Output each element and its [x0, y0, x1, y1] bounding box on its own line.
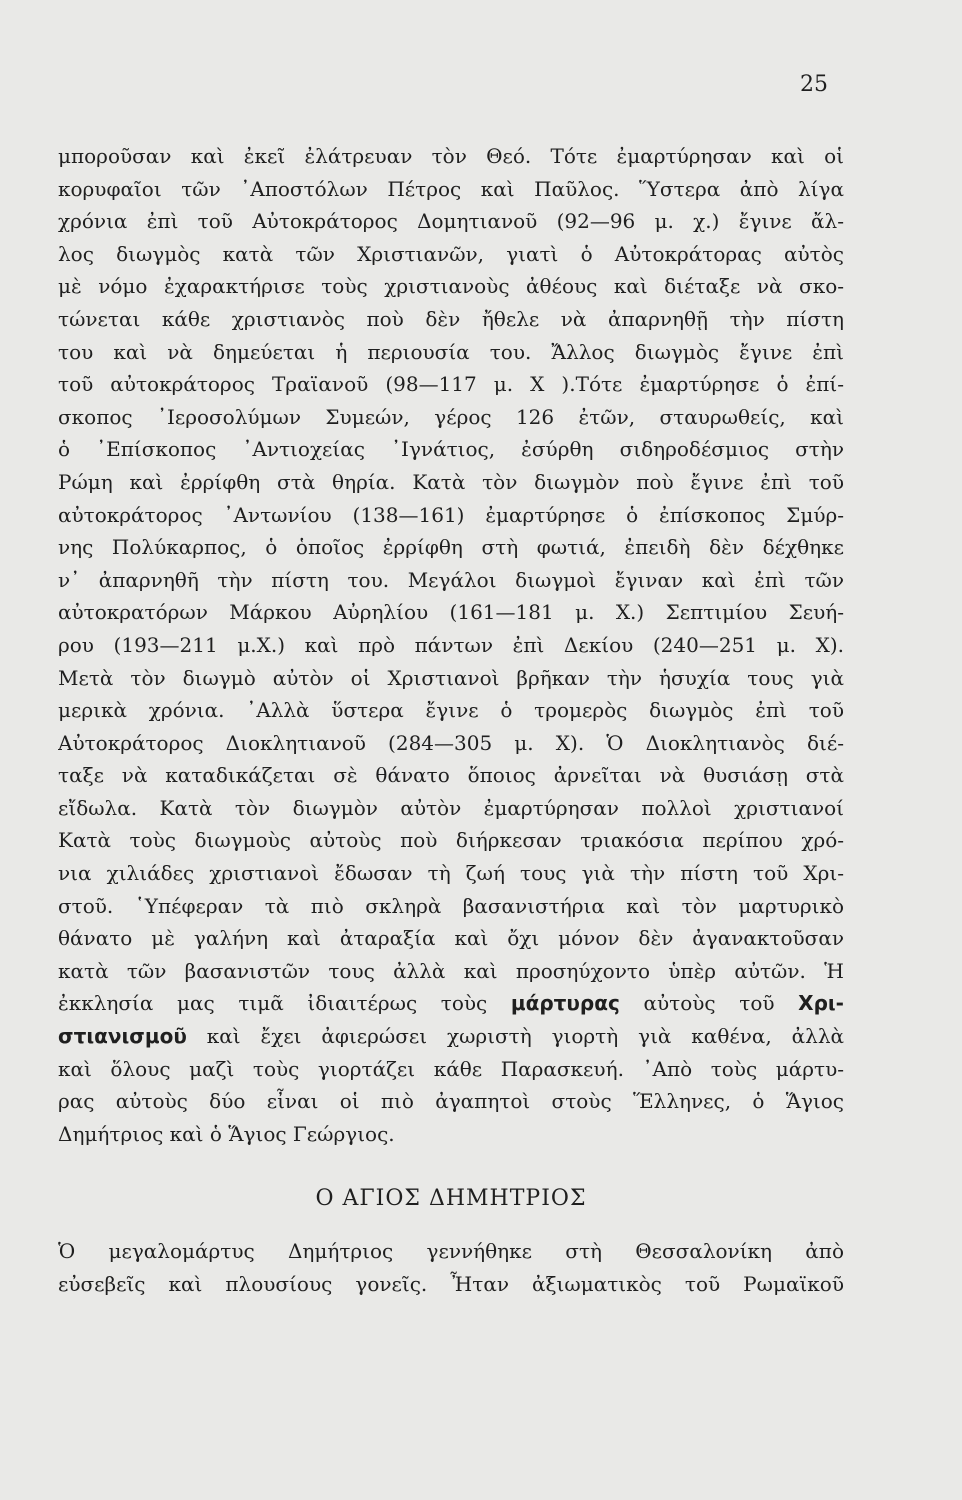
text-line: κατὰ τῶν βασανιστῶν τους ἀλλὰ καὶ προσηύχοντο ὑπὲρ αὐτῶν. Ἡ	[58, 958, 844, 983]
text-run: ἐκκλησία μας τιμᾶ ἰδιαιτέρως τοὺς	[58, 991, 511, 1016]
text-line: λος διωγμὸς κατὰ τῶν Χριστιανῶν, γιατὶ ὁ Αὐτοκράτορας αὐτὸς	[58, 241, 844, 266]
text-line-with-emphasis	[58, 1020, 844, 1053]
text-line: μὲ νόμο ἐχαρακτήρισε τοὺς χριστιανοὺς ἀθέους καὶ διέταξε νὰ σκο-	[58, 274, 844, 299]
emphasis-martyras: μάρτυρας	[510, 991, 620, 1016]
text-line: Ὁ μεγαλομάρτυς Δημήτριος γεννήθηκε στὴ Θεσσαλονίκη ἀπὸ	[58, 1239, 844, 1263]
text-line: Μετὰ τὸν διωγμὸ αὐτὸν οἱ Χριστιανοὶ βρῆκαν τὴν ἡσυχία τους γιὰ	[58, 665, 844, 690]
text-line: χρόνια ἐπὶ τοῦ Αὐτοκράτορος Δομητιανοῦ (92—96 μ. χ.) ἔγινε ἄλ-	[58, 209, 844, 234]
text-line: μερικὰ χρόνια. ᾿Αλλὰ ὕστερα ἔγινε ὁ τρομερὸς διωγμὸς ἐπὶ τοῦ	[58, 698, 844, 723]
text-line: αὐτοκρατόρων Μάρκου Αὐρηλίου (161—181 μ. Χ.) Σεπτιμίου Σευή-	[58, 600, 844, 625]
text-line: αὐτοκράτορος ᾿Αντωνίου (138—161) ἐμαρτύρησε ὁ ἐπίσκοπος Σμύρ-	[58, 502, 844, 527]
text-line: ρου (193—211 μ.Χ.) καὶ πρὸ πάντων ἐπὶ Δεκίου (240—251 μ. Χ).	[58, 632, 844, 657]
text-line: Αὐτοκράτορος Διοκλητιανοῦ (284—305 μ. Χ). Ὁ Διοκλητιανὸς διέ-	[58, 730, 844, 755]
text-line: Ρώμη καὶ ἐρρίφθη στὰ θηρία. Κατὰ τὸν διωγμὸν ποὺ ἔγινε ἐπὶ τοῦ	[58, 469, 844, 494]
text-line: Κατὰ τοὺς διωγμοὺς αὐτοὺς ποὺ διήρκεσαν τριακόσια περίπου χρό-	[58, 828, 844, 853]
text-line: νια χιλιάδες χριστιανοὶ ἔδωσαν τὴ ζωή τους γιὰ τὴν πίστη τοῦ Χρι-	[58, 861, 844, 886]
text-line-with-emphasis	[58, 987, 844, 1020]
text-line: ν᾿ ἀπαρνηθῆ τὴν πίστη του. Μεγάλοι διωγμοὶ ἔγιναν καὶ ἐπὶ τῶν	[58, 567, 844, 592]
text-line: στοῦ. ῾Υπέφεραν τὰ πιὸ σκληρὰ βασανιστήρια καὶ τὸν μαρτυρικὸ	[58, 893, 844, 918]
text-line: ρας αὐτοὺς δύο εἶναι οἱ πιὸ ἀγαπητοὶ στοὺς Ἕλληνες, ὁ Ἅγιος	[58, 1089, 844, 1114]
text-line: τώνεται κάθε χριστιανὸς ποὺ δὲν ἤθελε νὰ ἀπαρνηθῇ τὴν πίστη	[58, 306, 844, 331]
text-line: σκοπος ᾿Ιεροσολύμων Συμεών, γέρος 126 ἐτῶν, σταυρωθείς, καὶ	[58, 404, 844, 429]
page-number: 25	[800, 72, 828, 97]
emphasis-christianismou-end: στιανισμοῦ	[58, 1024, 187, 1049]
text-line: ὁ ᾿Επίσκοπος ᾿Αντιοχείας ᾿Ιγνάτιος, ἐσύρθη σιδηροδέσμιος στὴν	[58, 437, 844, 462]
text-line: εἴδωλα. Κατὰ τὸν διωγμὸν αὐτὸν ἐμαρτύρησαν πολλοὶ χριστιανοί	[58, 795, 844, 820]
text-line: κορυφαῖοι τῶν ᾿Αποστόλων Πέτρος καὶ Παῦλος. Ὕστερα ἀπὸ λίγα	[58, 176, 844, 201]
text-line: μποροῦσαν καὶ ἐκεῖ ἐλάτρευαν τὸν Θεό. Τότε ἐμαρτύρησαν καὶ οἱ	[58, 144, 844, 168]
section-paragraph	[58, 1235, 844, 1300]
text-line: τοῦ αὐτοκράτορος Τραϊανοῦ (98—117 μ. Χ ).Τότε ἐμαρτύρησε ὁ ἐπί-	[58, 372, 844, 397]
text-line: ταξε νὰ καταδικάζεται σὲ θάνατο ὅποιος ἀρνεῖται νὰ θυσιάσῃ στὰ	[58, 763, 844, 788]
text-line: καὶ ὅλους μαζὶ τοὺς γιορτάζει κάθε Παρασκευή. ᾿Απὸ τοὺς μάρτυ-	[58, 1056, 844, 1081]
text-line: του καὶ νὰ δημεύεται ἡ περιουσία του. Ἄλλος διωγμὸς ἔγινε ἐπὶ	[58, 339, 844, 364]
text-line: νης Πολύκαρπος, ὁ ὁποῖος ἐρρίφθη στὴ φωτιά, ἐπειδὴ δὲν δέχθηκε	[58, 535, 844, 560]
emphasis-christianismou-start: Χρι-	[798, 991, 844, 1016]
text-line: εὐσεβεῖς καὶ πλουσίους γονεῖς. Ἦταν ἀξιωματικὸς τοῦ Ρωμαϊκοῦ	[58, 1271, 844, 1296]
paragraph	[58, 140, 844, 1150]
text-line: θάνατο μὲ γαλήνη καὶ ἀταραξία καὶ ὄχι μόνον δὲν ἀγανακτοῦσαν	[58, 926, 844, 951]
text-run: αὐτοὺς τοῦ	[619, 991, 799, 1016]
text-run: καὶ ἔχει ἀφιερώσει χωριστὴ γιορτὴ γιὰ καθένα, ἀλλὰ	[186, 1024, 844, 1049]
text-line: Δημήτριος καὶ ὁ Ἅγιος Γεώργιος.	[58, 1121, 395, 1146]
section-heading: Ο ΑΓΙΟΣ ΔΗΜΗΤΡΙΟΣ	[315, 1186, 587, 1211]
